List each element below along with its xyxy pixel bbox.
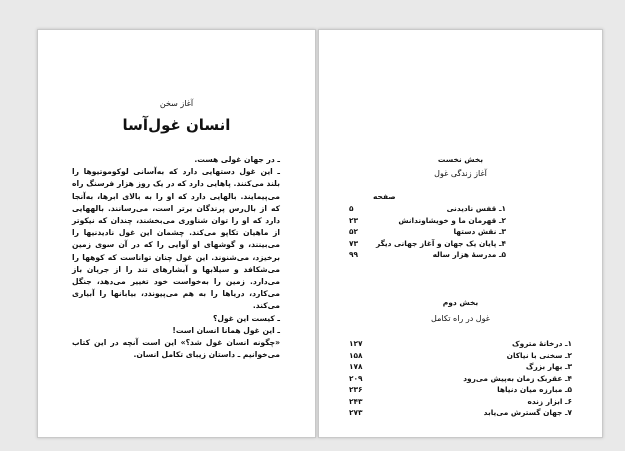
page-column-header: صفحه	[373, 192, 396, 201]
right-page-contents	[318, 29, 603, 438]
toc-entry-page: ۲۳	[349, 215, 359, 225]
toc-entry-title: ۱ـ قفس نادیدنی	[446, 204, 506, 214]
toc-entry-title: ۶ـ ابزار زنده	[527, 396, 572, 406]
toc-entry-page: ۲۷۳	[349, 408, 363, 418]
paragraph: ـ این غول دستهایی دارد که به‌آسانی لوکوموتیوها را بلند می‌کنند. پاهایی دارد که در یک روز هزار فرسنگ راه می‌پیمایند. بالهایی دارد که او را به بالای ابرها، به‌آنجا که از بال‌رس پرندگان برتر است، می‌رسانند. بالههایی دارد که او را توان شناوری می‌بخشند، چندان که نیکوتر از ماهیان تکاپو می‌کند. چشمان این غول نادیدنیها را می‌بینند، و گوشهای او آوایی را که در آن سوی زمین برخیزد، می‌شنوند. این غول چنان تواناست که کوهها را می‌شکافد و سیلابها و آبشارهای تند را از جریان باز می‌دارد. زمین را به‌خواست خود تغییر می‌دهد، جنگل می‌کارد، دریاها را به هم می‌پیوندد، بیابانها را آبیاری می‌کند.	[72, 167, 280, 311]
toc-entry-title: ۷ـ جهان گسترش می‌یابد	[483, 408, 572, 418]
toc-entry[interactable]	[349, 249, 506, 261]
part-one-title: آغاز زندگی غول	[434, 169, 487, 178]
toc-entry-page: ۹۹	[349, 250, 359, 260]
toc-entry-title: ۴ـ پایان یک جهان و آغاز جهانی دیگر	[376, 238, 506, 248]
toc-entry-page: ۱۲۷	[349, 339, 363, 349]
part-one-label: بخش نخست	[437, 155, 484, 164]
left-page	[37, 29, 316, 438]
toc-entry-page: ۱۵۸	[349, 350, 363, 360]
toc-entry[interactable]	[349, 238, 506, 250]
toc-entry-page: ۵۲	[349, 227, 359, 237]
toc-list-part-two	[349, 338, 572, 419]
part-two-title: غول در راه تکامل	[431, 314, 490, 323]
toc-entry-page: ۲۰۹	[349, 373, 363, 383]
toc-entry-page: ۲۳۶	[349, 385, 363, 395]
paragraph: «چگونه انسان غول شد؟» این است آنچه در این کتاب می‌خوانیم ـ داستان زیبای تکامل انسان.	[72, 338, 280, 360]
toc-entry[interactable]	[349, 361, 572, 373]
paragraph: ـ کیست این غول؟	[212, 313, 280, 323]
toc-entry-title: ۵ـ مبارزه میان دنیاها	[497, 385, 572, 395]
toc-entry[interactable]	[349, 203, 506, 215]
toc-entry-page: ۲۴۳	[349, 396, 363, 406]
section-heading: آغاز سخن	[159, 99, 194, 108]
toc-entry-title: ۵ـ مدرسهٔ هزار ساله	[432, 250, 506, 260]
toc-entry-title: ۲ـ قهرمان ما و خویشاوندانش	[398, 215, 506, 225]
toc-list-part-one	[349, 203, 506, 261]
toc-entry-title: ۱ـ درخانهٔ متروک	[512, 339, 572, 349]
toc-entry-title: ۴ـ عقربک زمان به‌پیش می‌رود	[463, 373, 572, 383]
intro-text	[72, 154, 280, 361]
toc-entry-title: ۲ـ سخنی با نیاکان	[506, 350, 572, 360]
toc-entry[interactable]	[349, 338, 572, 350]
part-two-label: بخش دوم	[442, 298, 479, 307]
toc-entry[interactable]	[349, 384, 572, 396]
paragraph: ـ این غول همانا انسان است!	[172, 325, 280, 335]
toc-entry-page: ۷۳	[349, 238, 359, 248]
toc-entry[interactable]	[349, 396, 572, 408]
toc-entry-title: ۳ـ بهار بزرگ	[525, 362, 572, 372]
paragraph: ـ در جهان غولی هست.	[194, 155, 280, 164]
toc-entry[interactable]	[349, 215, 506, 227]
toc-entry-page: ۱۷۸	[349, 362, 363, 372]
toc-entry[interactable]	[349, 226, 506, 238]
toc-entry-page: ۵	[349, 204, 354, 214]
toc-entry[interactable]	[349, 373, 572, 385]
toc-entry[interactable]	[349, 407, 572, 419]
toc-entry[interactable]	[349, 350, 572, 362]
book-title: انسان غول‌آسا	[122, 116, 231, 134]
toc-entry-title: ۳ـ نقش دستها	[453, 227, 506, 237]
